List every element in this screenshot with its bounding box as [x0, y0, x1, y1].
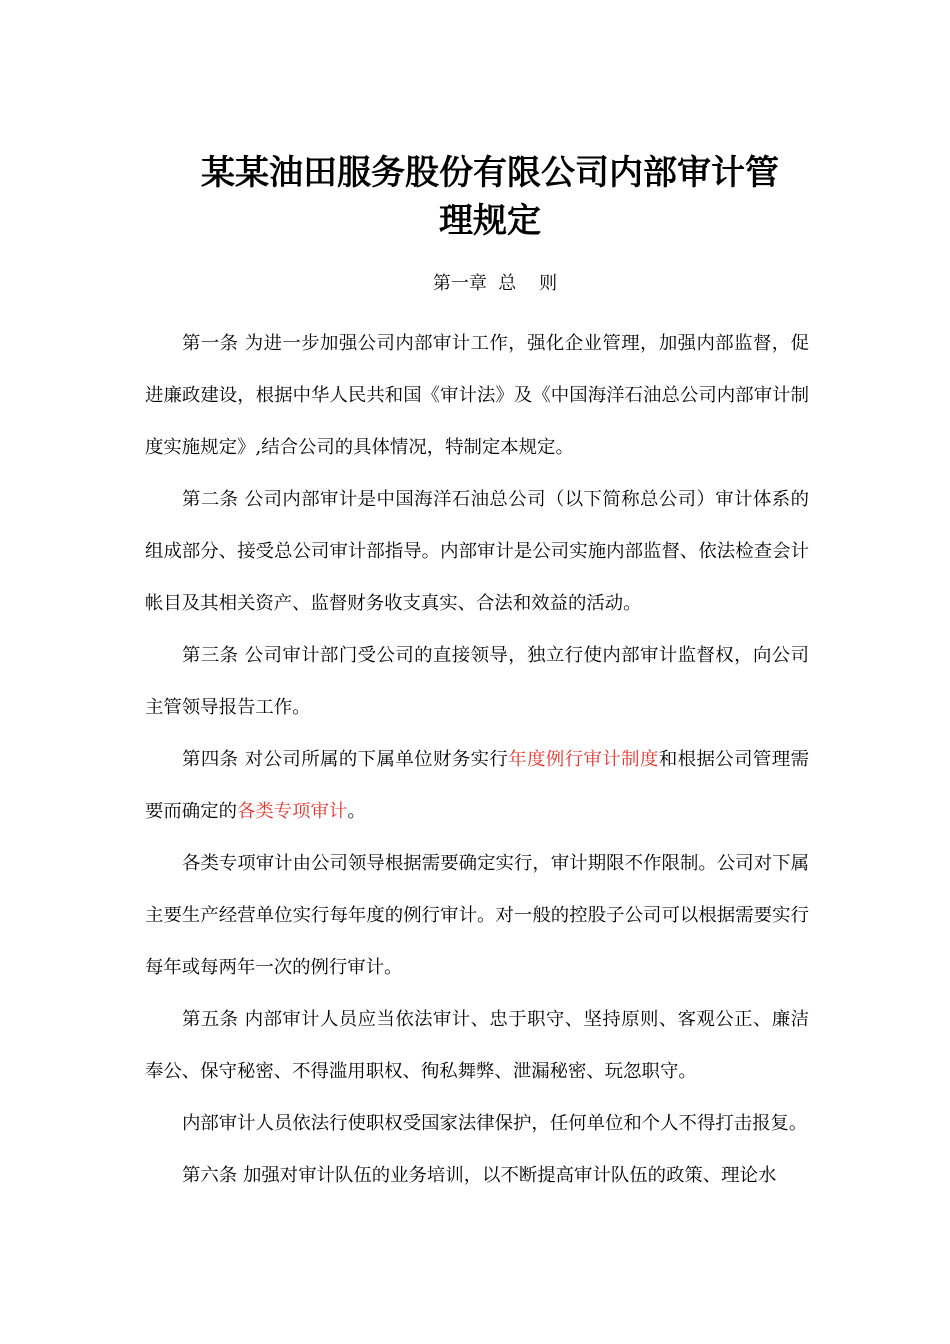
document-body — [145, 318, 809, 1202]
chapter-heading: 第一章 总 则 — [432, 273, 558, 294]
highlight-annual-audit-system: 年度例行审计制度 — [508, 749, 659, 770]
special-audit-paragraph: 各类专项审计由公司领导根据需要确定实行，审计期限不作限制。公司对下属主要生产经营单位实行每年度的例行审计。对一般的控股子公司可以根据需要实行每年或每两年一次的例行审计。 — [145, 853, 809, 978]
document-title-line-2: 理规定 — [439, 201, 541, 241]
article-4-text-part-3: 。 — [347, 801, 366, 822]
article-4-paragraph — [145, 734, 809, 838]
article-2-paragraph: 第二条 公司内部审计是中国海洋石油总公司（以下简称总公司）审计体系的组成部分、接受总公司审计部指导。内部审计是公司实施内部监督、依法检查会计帐目及其相关资产、监督财务收支真实、合法和效益的活动。 — [145, 489, 809, 614]
article-3-paragraph: 第三条 公司审计部门受公司的直接领导，独立行使内部审计监督权，向公司主管领导报告工作。 — [145, 645, 809, 718]
auditor-protection-paragraph: 内部审计人员依法行使职权受国家法律保护，任何单位和个人不得打击报复。 — [182, 1113, 808, 1134]
article-4-text-part-1: 第四条 对公司所属的下属单位财务实行 — [182, 749, 509, 770]
article-1-paragraph: 第一条 为进一步加强公司内部审计工作，强化企业管理，加强内部监督，促进廉政建设，根据中华人民共和国《审计法》及《中国海洋石油总公司内部审计制度实施规定》,结合公司的具体情况，特制定本规定。 — [145, 333, 809, 458]
article-4-text-part-2: 和根据公司管理需要而确定的 — [145, 749, 809, 822]
document-title-line-1: 某某油田服务股份有限公司内部审计管 — [201, 153, 779, 193]
article-5-paragraph: 第五条 内部审计人员应当依法审计、忠于职守、坚持原则、客观公正、廉洁奉公、保守秘密、不得滥用职权、徇私舞弊、泄漏秘密、玩忽职守。 — [145, 1009, 809, 1082]
article-6-paragraph: 第六条 加强对审计队伍的业务培训，以不断提高审计队伍的政策、理论水 — [182, 1165, 777, 1186]
highlight-special-audits: 各类专项审计 — [236, 801, 348, 822]
